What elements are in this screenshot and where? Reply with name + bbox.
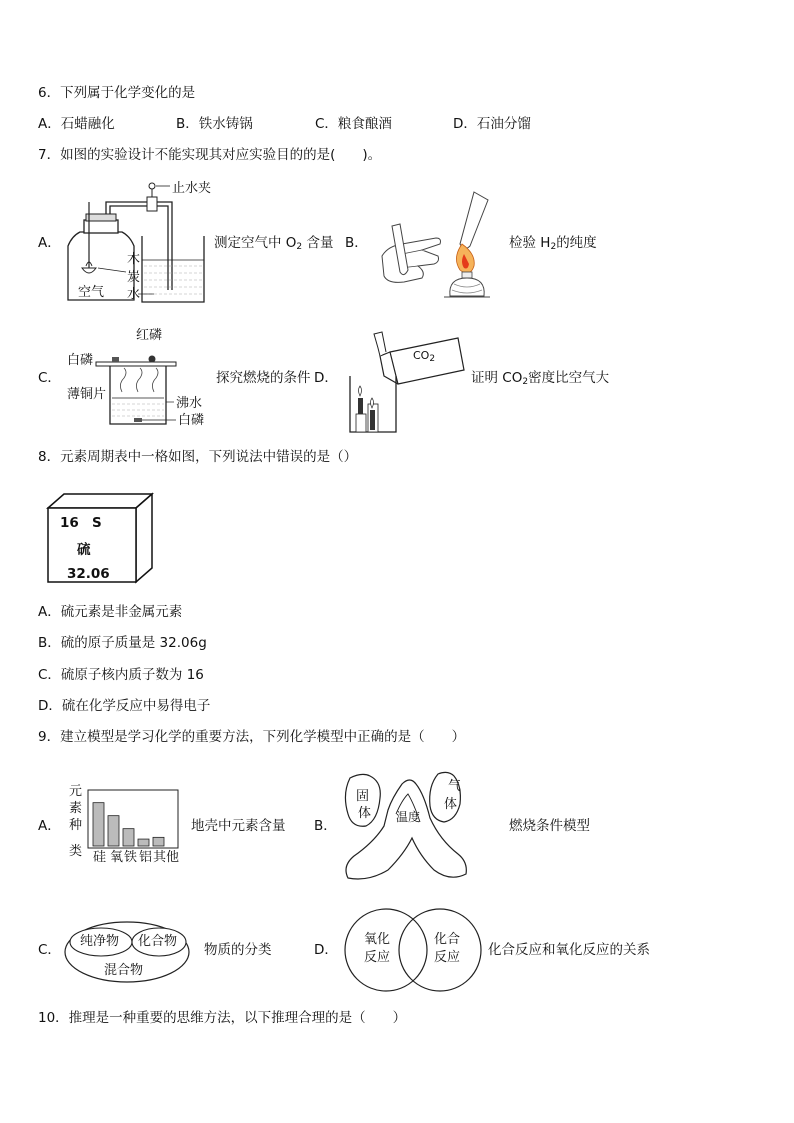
q9-a-y-label-4: 类 [69,844,83,859]
q7-c-white-p-label-1: 白磷 [67,353,94,368]
q7-stem: 7．如图的实验设计不能实现其对应实验目的的是( )。 [38,147,382,163]
q9-a-letter: A． [38,818,61,834]
q9-b-gas-label-1: 气 [448,779,462,794]
q9-a-y-label-1: 元 [69,784,83,799]
q7-c-boiling-label: 沸水 [176,396,203,411]
q9-b-solid-label-2: 体 [358,806,372,821]
element-symbol: S [92,515,102,531]
q9-d-oxidation-label-1: 氧化 [364,932,391,947]
q6-stem: 6．下列属于化学变化的是 [38,85,196,101]
q9-stem: 9．建立模型是学习化学的重要方法，下列化学模型中正确的是（ ） [38,729,466,745]
q9-a-bar [123,829,134,846]
q9-a-x-label-5: 其他 [153,850,180,865]
q7-a-letter: A． [38,235,61,251]
q6-option-c: C．粮食酿酒 [315,116,392,132]
q7-d-gas-label: $CO_2$ [413,349,436,364]
q7-a-purpose: 测定空气中 $O_2$ 含量 [214,235,334,252]
q7-c-copper-label: 薄铜片 [67,387,107,402]
q6-option-a: A．石蜡融化 [38,116,115,132]
q7-a-charcoal-label-1: 木 [127,252,141,267]
q7-d-purpose: 证明 $CO_2$密度比空气大 [471,370,610,387]
q9-c-pure-label: 纯净物 [80,934,120,949]
element-name: 硫 [77,542,91,558]
q7-b-letter: B． [345,235,368,251]
q9-d-combination-label-2: 反应 [434,950,461,965]
q9-a-x-label-3: 铁 [124,850,138,865]
q7-a-clamp-label: 止水夹 [172,181,212,196]
q7-c-purpose: 探究燃烧的条件 [216,370,311,386]
q9-a-bar-chart [88,790,180,850]
q10-stem: 10．推理是一种重要的思维方法，以下推理合理的是（ ） [38,1010,407,1026]
q8-stem: 8．元素周期表中一格如图，下列说法中错误的是（） [38,449,358,465]
q9-d-letter: D． [314,942,338,958]
q9-a-y-label-2: 素 [69,801,83,816]
q7-d-apparatus [344,330,464,435]
q6-option-d: D．石油分馏 [453,116,531,132]
q6-option-b: B．铁水铸锅 [176,116,253,132]
q8-option-a: A．硫元素是非金属元素 [38,604,183,620]
q9-c-letter: C． [38,942,61,958]
q9-a-bar [93,803,104,846]
q9-b-letter: B． [314,818,337,834]
q7-a-water-label: 水 [127,287,141,302]
q9-a-caption: 地壳中元素含量 [191,818,286,834]
q8-option-c: C．硫原子核内质子数为 16 [38,667,204,683]
q7-c-letter: C． [38,370,61,386]
q8-option-b: B．硫的原子质量是 32.06g [38,635,207,651]
q7-c-red-p-label: 红磷 [136,328,163,343]
q9-b-temp-label: 温度 [396,810,421,824]
element-number: 16 [60,515,79,531]
q9-a-y-label-3: 种 [69,818,83,833]
q9-a-x-label-1: 硅 [93,850,107,865]
q9-c-caption: 物质的分类 [204,942,272,958]
q9-c-mixture-label: 混合物 [104,963,144,978]
q9-d-caption: 化合反应和氧化反应的关系 [488,942,650,958]
q7-a-charcoal-label-2: 炭 [127,270,141,285]
q9-b-gas-label-2: 体 [444,797,458,812]
q8-option-d: D．硫在化学反应中易得电子 [38,698,211,714]
q7-b-purpose: 检验 $H_2$的纯度 [509,235,597,252]
q9-b-caption: 燃烧条件模型 [509,818,590,834]
q9-a-bar [108,816,119,846]
q9-a-x-label-2: 氧 [110,850,124,865]
q9-a-bar [153,837,164,846]
q9-b-solid-label-1: 固 [356,789,370,804]
q9-c-compound-label: 化合物 [138,934,178,949]
q9-d-oxidation-label-2: 反应 [364,950,391,965]
q9-a-bar [138,839,149,846]
q7-c-white-p-label-2: 白磷 [178,413,205,428]
element-mass: 32.06 [67,566,110,582]
q9-d-combination-label-1: 化合 [434,932,461,947]
q7-b-apparatus [378,186,498,301]
q7-d-letter: D． [314,370,338,386]
q9-a-x-label-4: 铝 [139,850,153,865]
q7-a-air-label: 空气 [78,285,105,300]
